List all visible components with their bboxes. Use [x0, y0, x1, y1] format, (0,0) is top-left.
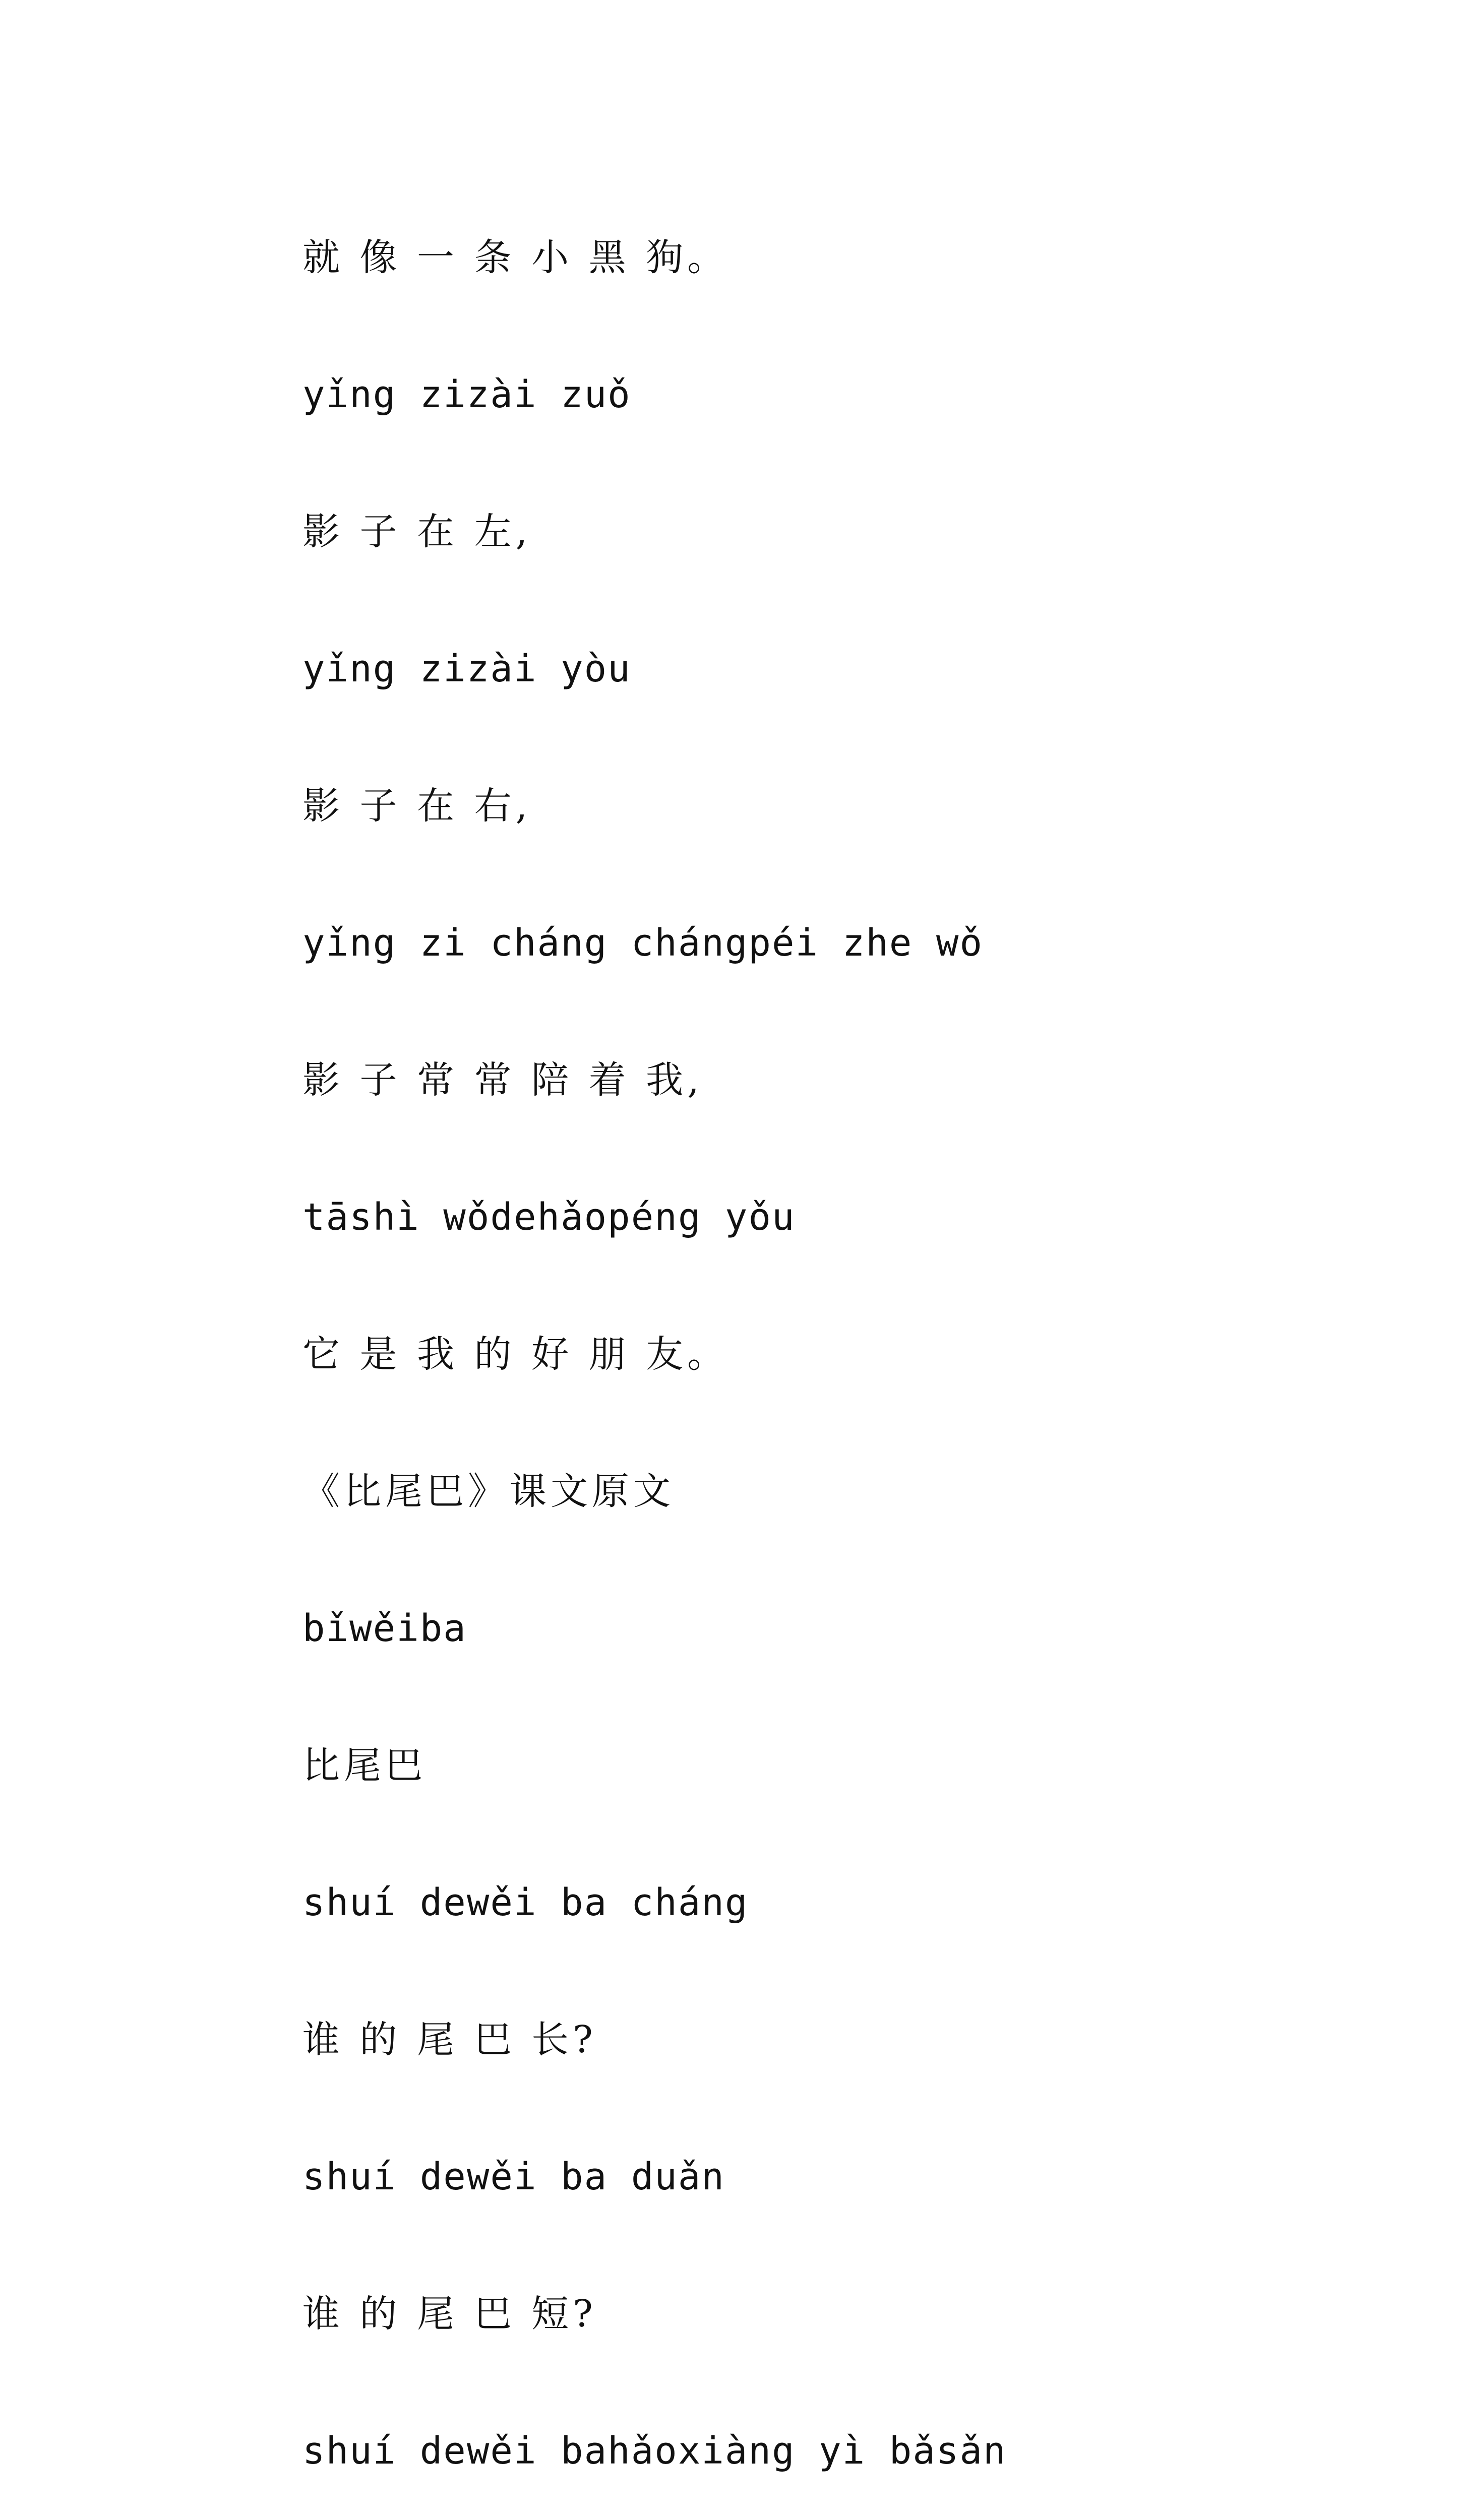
pinyin-line: yǐng zizài yòu	[302, 647, 631, 690]
text-line	[302, 2519, 1361, 2520]
pinyin-line: shuí dewěi ba cháng	[302, 1881, 749, 1924]
text-line: 就 像 一 条 小 黑 狗。	[302, 236, 729, 279]
pinyin-line: shuí dewěi ba duǎn	[302, 2155, 725, 2198]
section-title: 《比尾巴》课文原文	[302, 1470, 675, 1513]
pinyin-line: yǐng zi cháng chángpéi zhe wǒ	[302, 921, 984, 965]
pinyin-line: shuí dewěi bahǎoxiàng yì bǎsǎn	[302, 2429, 1007, 2473]
text-line: 影 子 在 右,	[302, 784, 532, 828]
text-line: 谁 的 尾 巴 长?	[302, 2018, 597, 2061]
pinyin-line: yǐng zizài zuǒ	[302, 373, 631, 416]
pinyin-line: bǐwěiba	[302, 1607, 467, 1650]
text-block	[302, 189, 1361, 2520]
pinyin-line: tāshì wǒdehǎopéng yǒu	[302, 1195, 796, 1239]
text-line: 影 子 常 常 陪 着 我,	[302, 1058, 703, 1102]
text-line: 谁 的 尾 巴 短?	[302, 2292, 597, 2336]
text-line: 影 子 在 左,	[302, 510, 532, 553]
lesson-title: 比尾巴	[302, 1744, 427, 1787]
text-line: 它 是 我 的 好 朋 友。	[302, 1333, 729, 1376]
